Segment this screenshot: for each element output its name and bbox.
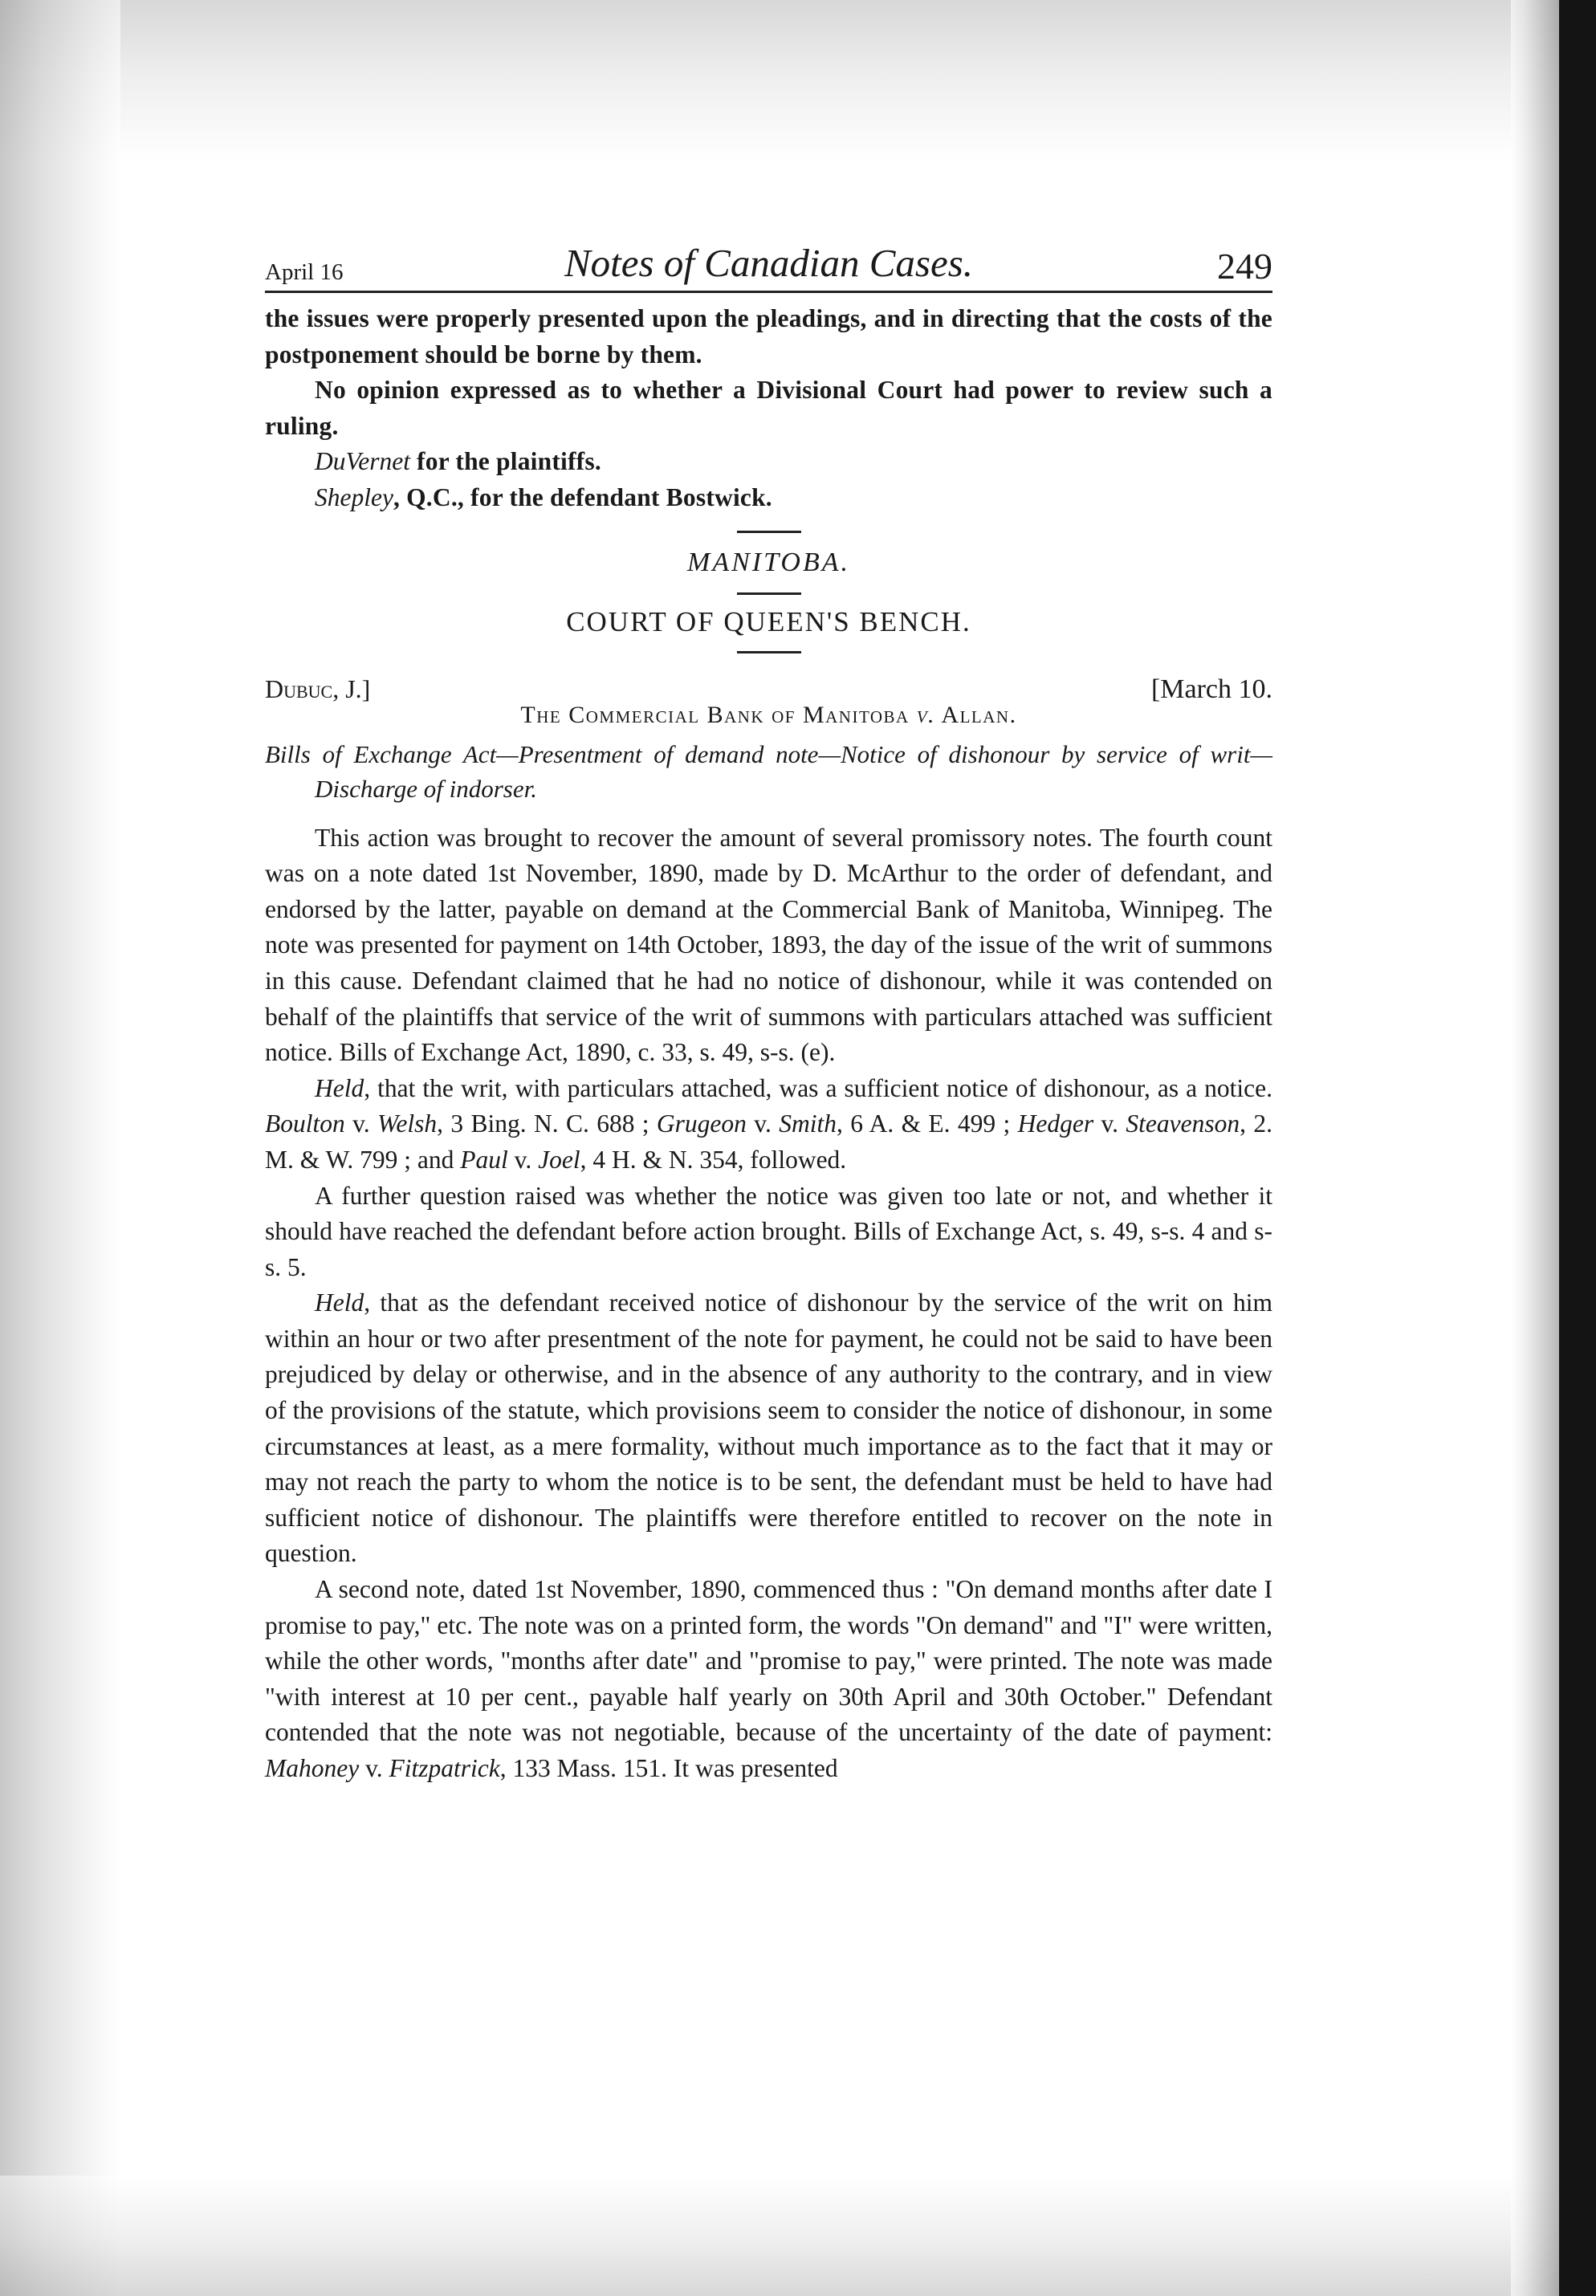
case-party-defendant: Allan. xyxy=(941,701,1017,728)
scan-binding-edge xyxy=(1559,0,1596,2296)
case-party-plaintiff: The Commercial Bank of Manitoba xyxy=(520,701,910,728)
province-heading: MANITOBA. xyxy=(687,547,850,577)
case-citation: Hedger xyxy=(1017,1109,1094,1138)
case-citation: Joel xyxy=(538,1145,580,1174)
running-head xyxy=(265,225,1272,293)
judge-name: Dubuc, J.] xyxy=(265,674,371,703)
case-citation: Mahoney xyxy=(265,1754,360,1782)
scan-shadow-top xyxy=(0,0,1596,161)
case-citation: Steavenson xyxy=(1126,1109,1240,1138)
page-number: 249 xyxy=(1217,246,1272,287)
paragraph-holding-1: Held, that the writ, with particulars attached, was a sufficient notice of dishonour, as a notice. Boulton v. Welsh, 3 Bing. N. C. 688 ; Grugeon v. Smith, 6 A. & E. 499 ; Hedger v. Steavenson, 2. M. & W. 799 ; and Paul v. Joel, 4 H. & N. 354, followed. xyxy=(265,1073,1272,1174)
previous-case-tail xyxy=(265,301,1272,516)
case-citation: Fitzpatrick xyxy=(389,1754,500,1782)
paragraph-further-question: A further question raised was whether the notice was given too late or not, and whether it should have reached the defendant before action brought. Bills of Exchange Act, s. 49, s-s. 4 and s-s. 5. xyxy=(265,1181,1272,1281)
scan-shadow-right xyxy=(1511,0,1559,2296)
counsel-line-plaintiffs xyxy=(265,444,1272,480)
counsel-role: , Q.C., for the defendant Bostwick. xyxy=(393,482,772,511)
case-citation: Smith xyxy=(779,1109,837,1138)
paragraph-facts: This action was brought to recover the amount of several promissory notes. The fourth count was on a note dated 1st November, 1890, made by D. McArthur to the order of defendant, and endorsed by the latter, payable on demand at the Commercial Bank of Manitoba, Winnipeg. The note was presented for payment on 14th October, 1893, the day of the issue of the writ of summons in this cause. Defendant claimed that he had no notice of dishonour, while it was contended on behalf of the plaintiffs that service of the writ of summons with particulars attached was sufficient notice. Bills of Exchange Act, 1890, c. 33, s. 49, s-s. (e). xyxy=(265,823,1272,1067)
decision-date: [March 10. xyxy=(1150,674,1272,704)
counsel-name: DuVernet xyxy=(315,447,410,476)
case-headnote: Bills of Exchange Act—Presentment of demand note—Notice of dishonour by service of writ—Discharge of indorser. xyxy=(265,739,1272,803)
counsel-line-defendant xyxy=(265,480,1272,516)
held-label: Held xyxy=(315,1073,364,1102)
case-versus: v. xyxy=(916,701,936,728)
previous-case-paragraph: the issues were properly presented upon the pleadings, and in directing that the costs of the postponement should be borne by them. xyxy=(265,304,1272,368)
court-heading: COURT OF QUEEN'S BENCH. xyxy=(566,605,971,637)
paragraph-holding-2: Held, that as the defendant received notice of dishonour by the service of the writ on him within an hour or two after presentment of the note for payment, he could not be said to have been prejudiced by delay or otherwise, and in the absence of any authority to the contrary, and in view of the provisions of the statute, which provisions seem to consider the notice of dishonour, in some circumstances at least, as a mere formality, without much importance as to the fact that it may or may not reach the party to whom the notice is to be sent, the defendant must be held to have had sufficient notice of dishonour. The plaintiffs were therefore entitled to recover on the note in question. xyxy=(265,1288,1272,1568)
previous-case-note: No opinion expressed as to whether a Divisional Court had power to review such a ruling. xyxy=(265,376,1272,440)
section-rule-middle xyxy=(737,592,801,595)
case-citation: Grugeon xyxy=(656,1109,747,1138)
section-rule-bottom xyxy=(737,651,801,653)
held-label: Held xyxy=(315,1288,364,1317)
paragraph-second-note: A second note, dated 1st November, 1890, commenced thus : "On demand months after date I promise to pay," etc. The note was on a printed form, the words "On demand" and "I" were written, while the other words, "months after date" and "promise to pay," were printed. The note was made "with interest at 10 per cent., payable half yearly on 30th April and 30th October." Defendant contended that the note was not negotiable, because of the uncertainty of the date of payment: Mahoney v. Fitzpatrick, 133 Mass. 151. It was presented xyxy=(265,1575,1272,1782)
scan-shadow-bottom xyxy=(0,2176,1596,2296)
scan-shadow-left xyxy=(0,0,120,2296)
counsel-role: for the plaintiffs. xyxy=(409,447,601,476)
running-head-date: April 16 xyxy=(265,259,344,285)
case-citation: Boulton xyxy=(265,1109,345,1138)
counsel-name: Shepley xyxy=(315,482,393,511)
running-head-title: Notes of Canadian Cases. xyxy=(564,241,974,285)
case-citation: Welsh xyxy=(377,1109,438,1138)
judge-date-row xyxy=(265,674,1272,711)
case-citation: Paul xyxy=(460,1145,508,1174)
case-body xyxy=(265,820,1272,1787)
book-page xyxy=(265,225,1272,1787)
section-rule-top xyxy=(265,531,1272,533)
